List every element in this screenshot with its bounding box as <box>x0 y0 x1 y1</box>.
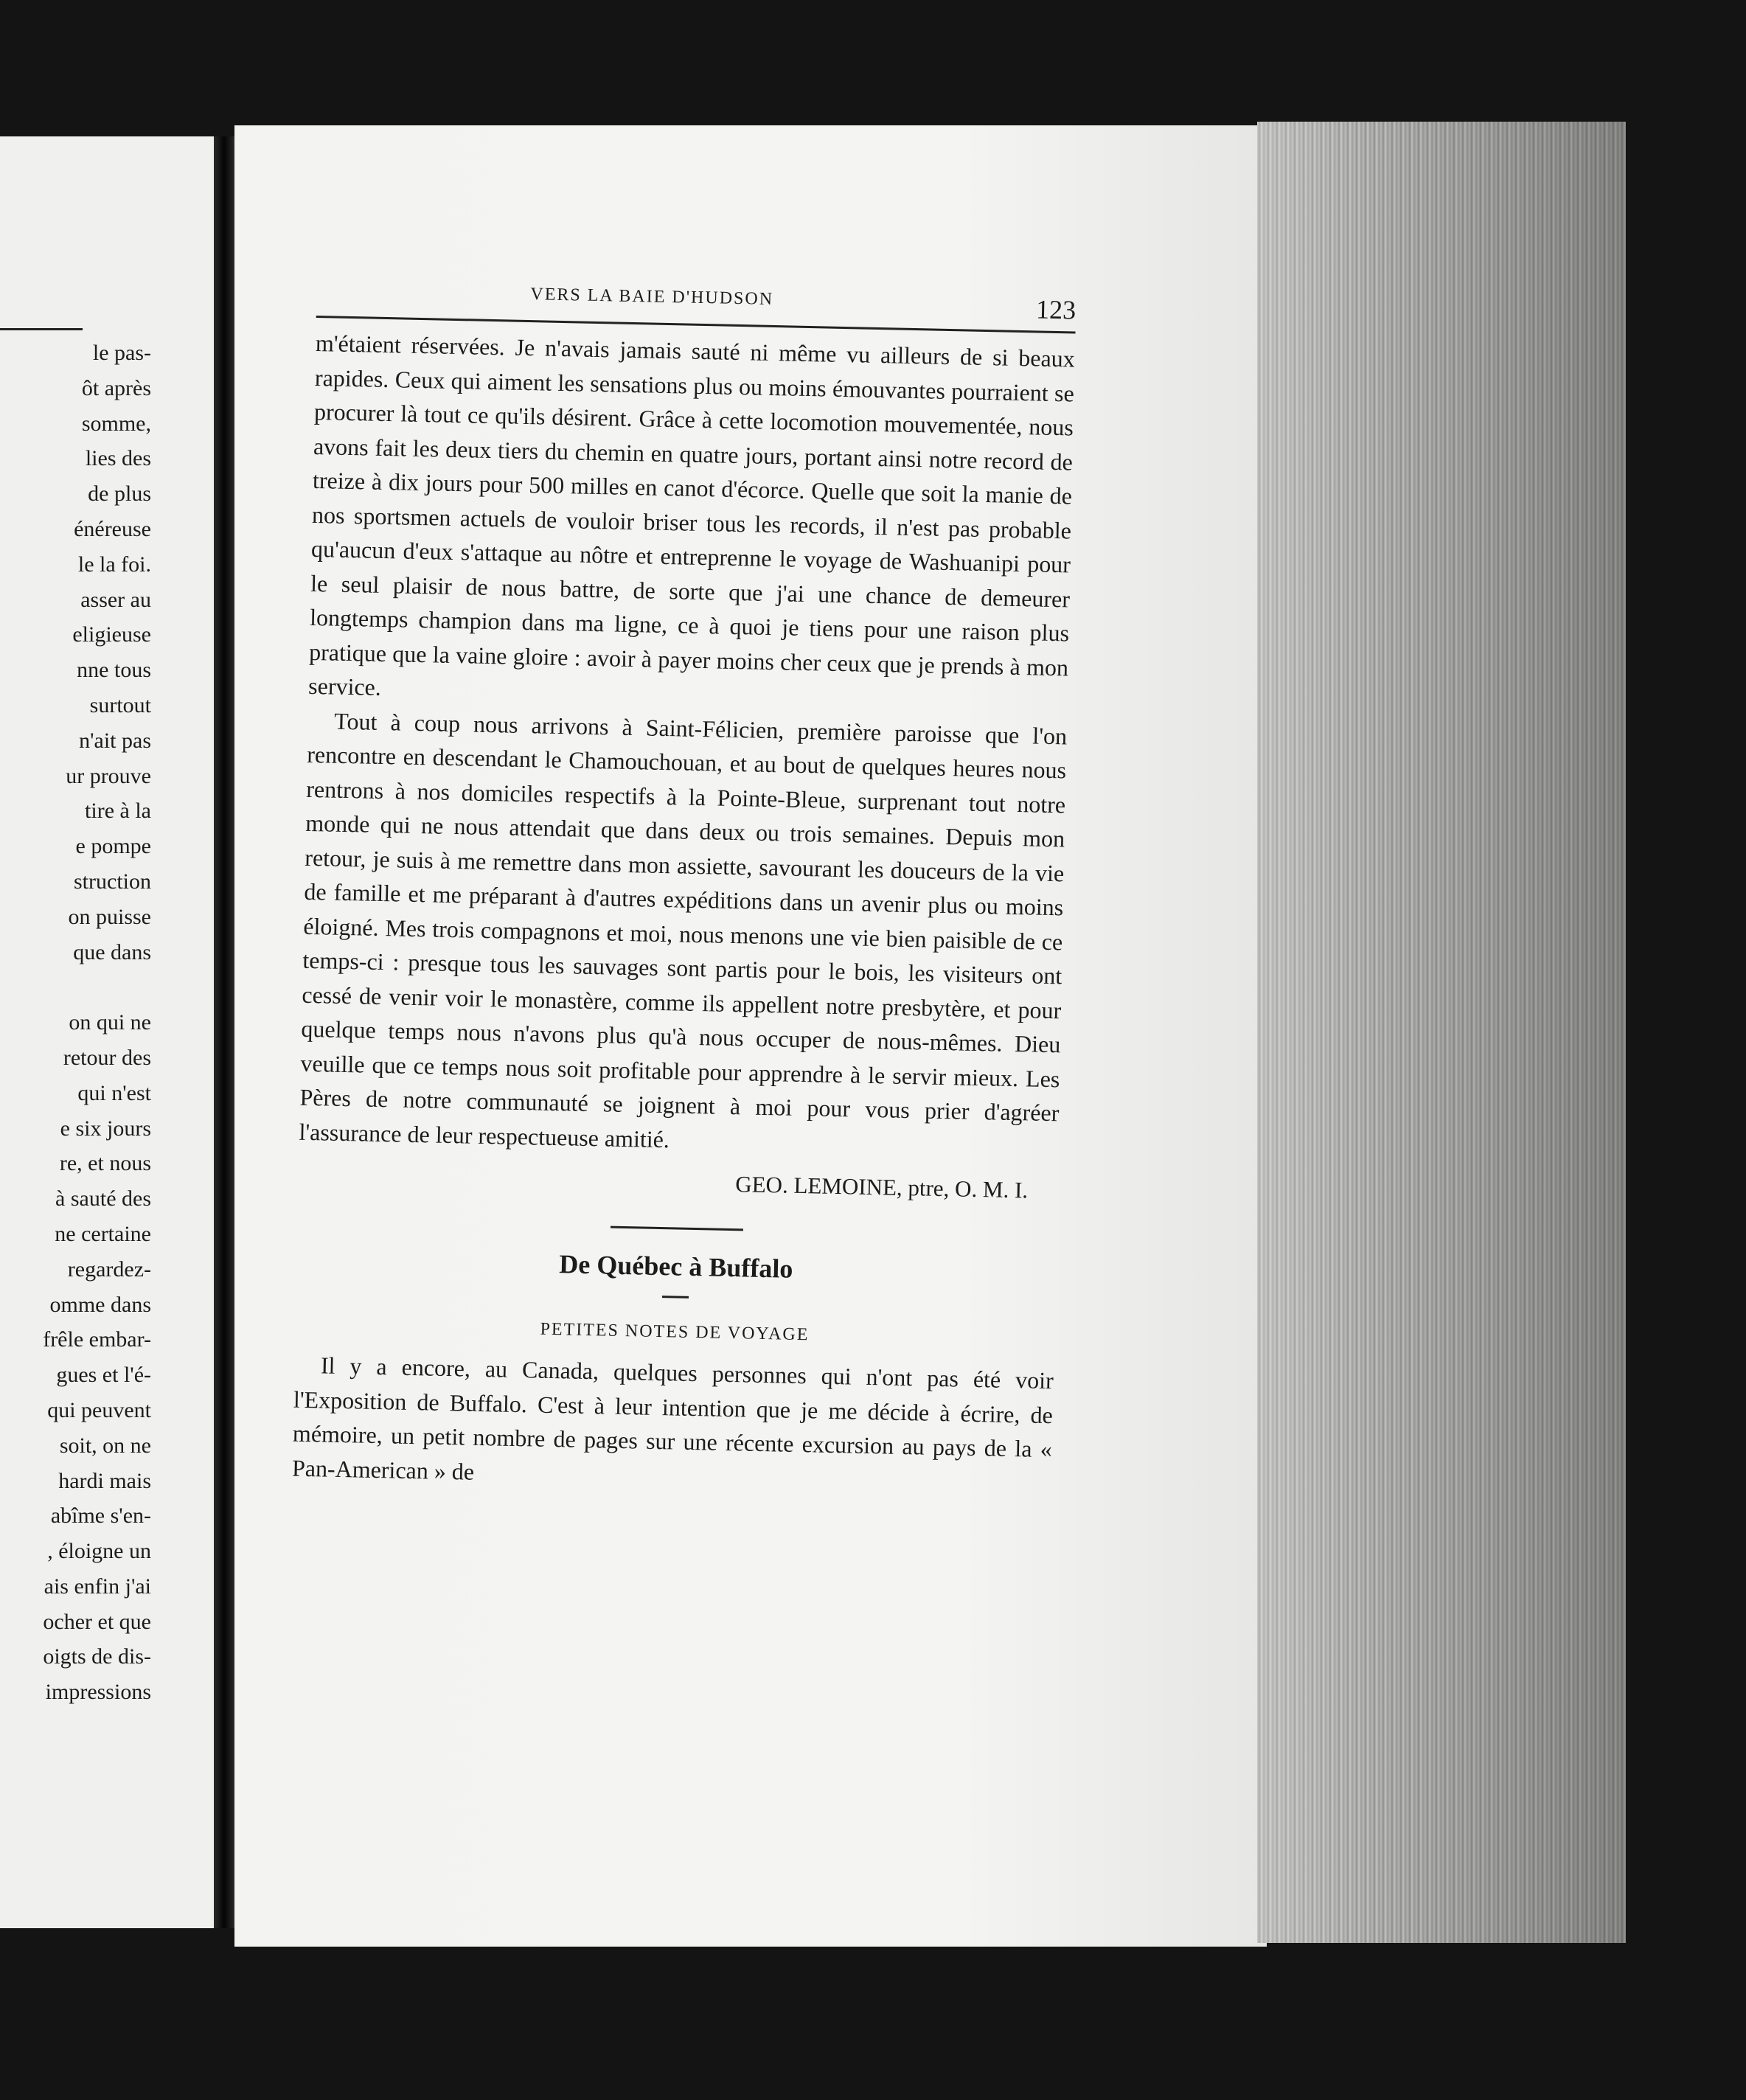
section-subtitle: PETITES NOTES DE VOYAGE <box>540 1319 810 1345</box>
left-page-line: somme, <box>81 411 151 436</box>
section-separator <box>611 1226 743 1231</box>
left-page-line: à sauté des <box>55 1186 151 1211</box>
left-page-line: regardez- <box>67 1256 151 1282</box>
title-dash <box>662 1296 689 1298</box>
left-page <box>0 136 214 1928</box>
left-page-line: eligieuse <box>72 622 151 647</box>
left-page-line: ais enfin j'ai <box>44 1574 151 1599</box>
left-page-line: oigts de dis- <box>43 1644 151 1669</box>
left-page-line: que dans <box>73 939 151 964</box>
left-page-line: omme dans <box>49 1292 151 1317</box>
body-text-2 <box>292 1348 1054 1501</box>
left-page-line: lies des <box>85 446 151 471</box>
left-page-line: le la foi. <box>77 552 151 577</box>
left-page-line: asser au <box>80 587 151 612</box>
left-page-text <box>0 335 151 1710</box>
paragraph-2: Tout à coup nous arrivons à Saint-Félicien, première paroisse que l'on rencontre en descendant le Chamouchouan, et au bout de quelques heures nous rentrons à nos domiciles respectifs à la Pointe-Bleue, surprenant tout notre monde qui ne nous attendait que dans deux ou trois semaines. Depuis mon retour, je suis à me remettre dans mon assiette, savourant les douceurs de la vie de famille et me préparant à d'autres expéditions dans un avenir plus ou moins éloigné. Mes trois compagnons et moi, nous menons une vie bien paisible de ce temps-ci : presque tous les sauvages sont partis pour le bois, les visiteurs ont cessé de venir voir le monastère, comme ils appellent notre presbytère, et pour quelque temps nous n'avons plus qu'à nous occuper de nous-mêmes. Dieu veuille que ce temps nous soit profitable pour apprendre à le servir mieux. Les Pères de notre communauté se joignent à moi pour vous prier d'agréer l'assurance de leur respectueuse amitié. <box>299 707 1068 1152</box>
paragraph-1: m'étaient réservées. Je n'avais jamais sauté ni même vu ailleurs de si beaux rapides. Ceux qui aiment les sensations plus ou moins émouvantes pourraient se procurer là tout ce qu'ils désirent. Grâce à cette locomotion mouvementée, nous avons fait les deux tiers du chemin en quatre jours, portant ainsi notre record de treize à dix jours pour 500 milles en canot d'écorce. Quelle que soit la manie de nos sportsmen actuels de vouloir briser tous les records, il n'est pas probable qu'aucun d'eux s'attaque au nôtre et entreprenne le voyage de Washuanipi pour le seul plaisir de nous battre, de sorte que j'ai une chance de demeurer longtemps champion dans ma ligne, ce à quoi je tiens pour une raison plus pratique que la vaine gloire : avoir à payer moins cher ceux que je prends à mon service. <box>307 329 1076 700</box>
left-page-line: e six jours <box>60 1116 151 1141</box>
left-page-line: ur prouve <box>66 763 151 788</box>
left-page-line: ocher et que <box>43 1609 151 1634</box>
left-page-rule <box>0 328 83 330</box>
left-page-line: ôt après <box>81 375 151 400</box>
left-page-line: qui peuvent <box>47 1397 151 1422</box>
left-page-line: n'ait pas <box>79 728 151 753</box>
left-page-line: re, et nous <box>59 1151 151 1176</box>
left-page-line <box>0 970 151 1005</box>
running-title: VERS LA BAIE D'HUDSON <box>530 285 774 309</box>
left-page-line: ne certaine <box>55 1221 151 1246</box>
left-page-line: énéreuse <box>74 516 151 541</box>
right-page-content <box>292 273 1077 1501</box>
left-page-line: e pompe <box>75 834 151 859</box>
left-page-line: de plus <box>88 481 151 507</box>
left-page-line: hardi mais <box>58 1468 151 1493</box>
left-page-line: le pas- <box>92 341 151 365</box>
body-text <box>299 326 1075 1164</box>
section-title: De Québec à Buffalo <box>559 1249 793 1284</box>
left-page-line: tire à la <box>85 799 151 824</box>
left-page-line: , éloigne un <box>47 1539 151 1564</box>
left-page-line: qui n'est <box>77 1080 151 1105</box>
paragraph-3: Il y a encore, au Canada, quelques personnes qui n'ont pas été voir l'Exposition de Buffalo. C'est à leur intention que je me décide à écrire, de mémoire, un petit nombre de pages sur une récente excursion au pays de la « Pan-American » de <box>291 1352 1054 1485</box>
left-page-line: on qui ne <box>69 1010 151 1035</box>
book-gutter <box>214 136 234 1928</box>
left-page-line: nne tous <box>77 658 151 683</box>
left-page-line: on puisse <box>68 904 151 929</box>
left-page-line: soit, on ne <box>59 1433 151 1458</box>
page-fore-edge <box>1257 122 1626 1943</box>
left-page-line: impressions <box>45 1680 151 1705</box>
left-page-line: frêle embar- <box>43 1327 151 1352</box>
left-page-line: gues et l'é- <box>56 1363 151 1388</box>
page-number: 123 <box>1035 294 1077 325</box>
left-page-line: struction <box>74 869 151 894</box>
left-page-line: retour des <box>63 1045 151 1070</box>
left-page-line: abîme s'en- <box>50 1503 151 1529</box>
signature: GEO. LEMOINE, ptre, O. M. I. <box>734 1171 1029 1203</box>
left-page-line: surtout <box>89 692 151 717</box>
